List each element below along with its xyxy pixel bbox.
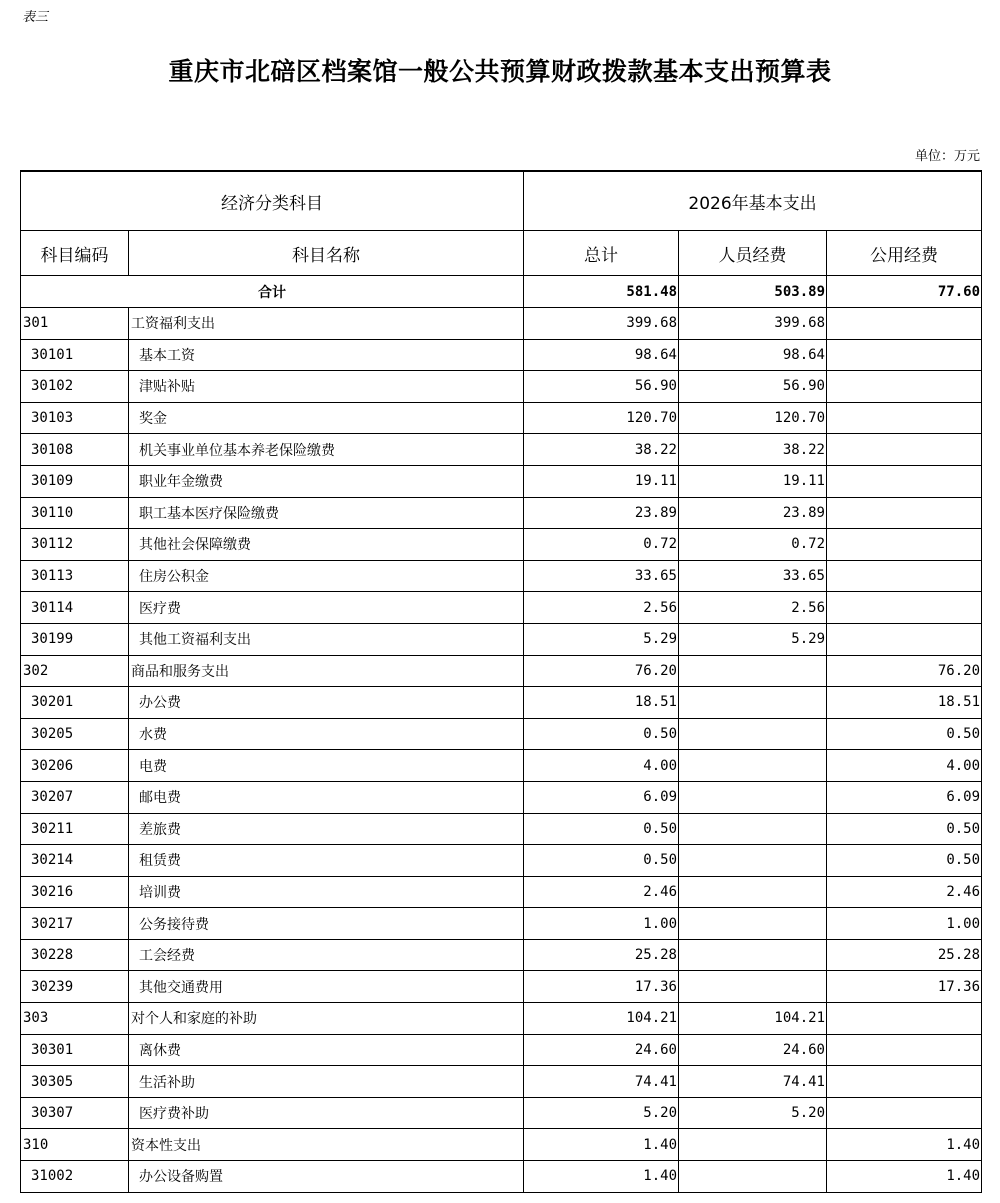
row-personnel (679, 1161, 827, 1193)
row-name: 津贴补贴 (129, 371, 524, 403)
row-total: 38.22 (524, 434, 679, 466)
row-total: 0.50 (524, 845, 679, 877)
row-code: 30110 (21, 497, 129, 529)
row-code: 301 (21, 308, 129, 340)
row-personnel: 56.90 (679, 371, 827, 403)
row-code: 30199 (21, 623, 129, 655)
budget-table (20, 170, 982, 1193)
row-total: 98.64 (524, 339, 679, 371)
row-code: 310 (21, 1129, 129, 1161)
table-row (21, 1066, 982, 1098)
row-name: 工会经费 (129, 939, 524, 971)
table-row (21, 876, 982, 908)
row-code: 30239 (21, 971, 129, 1003)
row-public (827, 339, 982, 371)
table-row (21, 1161, 982, 1193)
row-total: 5.29 (524, 623, 679, 655)
row-personnel: 120.70 (679, 402, 827, 434)
table-row (21, 655, 982, 687)
row-total: 56.90 (524, 371, 679, 403)
row-name: 培训费 (129, 876, 524, 908)
table-row (21, 750, 982, 782)
row-name: 对个人和家庭的补助 (129, 1003, 524, 1035)
row-public (827, 371, 982, 403)
row-total: 17.36 (524, 971, 679, 1003)
row-public: 17.36 (827, 971, 982, 1003)
row-total: 1.40 (524, 1161, 679, 1193)
table-row (21, 781, 982, 813)
table-row (21, 560, 982, 592)
table-row (21, 1129, 982, 1161)
row-total: 74.41 (524, 1066, 679, 1098)
row-total: 33.65 (524, 560, 679, 592)
total-public: 77.60 (827, 276, 982, 308)
row-name: 其他工资福利支出 (129, 623, 524, 655)
table-row (21, 718, 982, 750)
table-row (21, 939, 982, 971)
row-total: 18.51 (524, 687, 679, 719)
row-name: 生活补助 (129, 1066, 524, 1098)
row-personnel (679, 687, 827, 719)
row-public: 1.00 (827, 908, 982, 940)
header-year-expense: 2026年基本支出 (524, 171, 982, 231)
table-row (21, 592, 982, 624)
row-personnel (679, 876, 827, 908)
row-code: 30211 (21, 813, 129, 845)
row-personnel: 5.20 (679, 1097, 827, 1129)
row-public: 1.40 (827, 1129, 982, 1161)
table-row (21, 623, 982, 655)
total-total: 581.48 (524, 276, 679, 308)
row-personnel: 74.41 (679, 1066, 827, 1098)
row-public: 25.28 (827, 939, 982, 971)
row-public (827, 465, 982, 497)
budget-table-body (21, 171, 982, 1192)
row-name: 住房公积金 (129, 560, 524, 592)
row-total: 120.70 (524, 402, 679, 434)
row-name: 其他社会保障缴费 (129, 529, 524, 561)
row-total: 104.21 (524, 1003, 679, 1035)
row-code: 30207 (21, 781, 129, 813)
header-row-2 (21, 231, 982, 276)
row-code: 30102 (21, 371, 129, 403)
row-public: 76.20 (827, 655, 982, 687)
row-total: 19.11 (524, 465, 679, 497)
table-row (21, 402, 982, 434)
row-code: 30301 (21, 1034, 129, 1066)
table-row (21, 687, 982, 719)
table-row (21, 434, 982, 466)
row-code: 30101 (21, 339, 129, 371)
row-code: 30206 (21, 750, 129, 782)
row-public: 6.09 (827, 781, 982, 813)
header-code: 科目编码 (21, 231, 129, 276)
row-name: 邮电费 (129, 781, 524, 813)
row-code: 30109 (21, 465, 129, 497)
header-personnel: 人员经费 (679, 231, 827, 276)
row-total: 5.20 (524, 1097, 679, 1129)
row-personnel: 0.72 (679, 529, 827, 561)
row-name: 水费 (129, 718, 524, 750)
row-public (827, 1066, 982, 1098)
row-total: 1.40 (524, 1129, 679, 1161)
header-public: 公用经费 (827, 231, 982, 276)
row-code: 30103 (21, 402, 129, 434)
table-row (21, 465, 982, 497)
row-public: 0.50 (827, 813, 982, 845)
row-total: 2.46 (524, 876, 679, 908)
row-name: 商品和服务支出 (129, 655, 524, 687)
row-personnel: 24.60 (679, 1034, 827, 1066)
row-code: 30112 (21, 529, 129, 561)
row-public (827, 1003, 982, 1035)
row-personnel (679, 908, 827, 940)
row-name: 其他交通费用 (129, 971, 524, 1003)
table-row (21, 529, 982, 561)
row-public: 0.50 (827, 845, 982, 877)
row-name: 机关事业单位基本养老保险缴费 (129, 434, 524, 466)
row-personnel: 2.56 (679, 592, 827, 624)
row-code: 302 (21, 655, 129, 687)
row-code: 30113 (21, 560, 129, 592)
header-row-1 (21, 171, 982, 231)
row-name: 租赁费 (129, 845, 524, 877)
row-total: 0.50 (524, 813, 679, 845)
row-code: 30307 (21, 1097, 129, 1129)
row-code: 30108 (21, 434, 129, 466)
table-label: 表三 (22, 10, 49, 25)
row-name: 资本性支出 (129, 1129, 524, 1161)
row-total: 399.68 (524, 308, 679, 340)
page-title: 重庆市北碚区档案馆一般公共预算财政拨款基本支出预算表 (168, 57, 832, 86)
row-personnel (679, 781, 827, 813)
row-code: 30114 (21, 592, 129, 624)
row-total: 4.00 (524, 750, 679, 782)
table-row (21, 971, 982, 1003)
unit-label: 单位：万元 (914, 149, 980, 164)
row-public (827, 497, 982, 529)
row-code: 30214 (21, 845, 129, 877)
row-total: 76.20 (524, 655, 679, 687)
table-row (21, 371, 982, 403)
row-code: 30216 (21, 876, 129, 908)
row-public (827, 623, 982, 655)
total-label: 合计 (21, 276, 524, 308)
row-personnel (679, 813, 827, 845)
table-row (21, 497, 982, 529)
row-code: 30228 (21, 939, 129, 971)
row-name: 差旅费 (129, 813, 524, 845)
row-name: 办公费 (129, 687, 524, 719)
row-name: 职工基本医疗保险缴费 (129, 497, 524, 529)
row-public (827, 560, 982, 592)
header-total: 总计 (524, 231, 679, 276)
table-row (21, 813, 982, 845)
row-public: 4.00 (827, 750, 982, 782)
row-personnel: 33.65 (679, 560, 827, 592)
row-personnel (679, 718, 827, 750)
row-total: 0.50 (524, 718, 679, 750)
row-public: 2.46 (827, 876, 982, 908)
table-row (21, 308, 982, 340)
row-name: 医疗费补助 (129, 1097, 524, 1129)
row-public (827, 1034, 982, 1066)
row-public: 1.40 (827, 1161, 982, 1193)
row-code: 31002 (21, 1161, 129, 1193)
table-row (21, 1003, 982, 1035)
row-personnel: 23.89 (679, 497, 827, 529)
row-personnel (679, 655, 827, 687)
row-personnel (679, 939, 827, 971)
row-personnel: 98.64 (679, 339, 827, 371)
table-row (21, 845, 982, 877)
row-name: 办公设备购置 (129, 1161, 524, 1193)
row-total: 1.00 (524, 908, 679, 940)
header-name: 科目名称 (129, 231, 524, 276)
row-public (827, 434, 982, 466)
row-public: 18.51 (827, 687, 982, 719)
row-personnel: 399.68 (679, 308, 827, 340)
row-total: 24.60 (524, 1034, 679, 1066)
row-name: 工资福利支出 (129, 308, 524, 340)
table-row (21, 1097, 982, 1129)
row-personnel (679, 750, 827, 782)
row-code: 30217 (21, 908, 129, 940)
row-total: 6.09 (524, 781, 679, 813)
row-personnel: 38.22 (679, 434, 827, 466)
row-code: 303 (21, 1003, 129, 1035)
row-public (827, 592, 982, 624)
row-code: 30305 (21, 1066, 129, 1098)
table-row (21, 1034, 982, 1066)
row-code: 30205 (21, 718, 129, 750)
row-public: 0.50 (827, 718, 982, 750)
row-total: 2.56 (524, 592, 679, 624)
row-name: 职业年金缴费 (129, 465, 524, 497)
table-row (21, 908, 982, 940)
row-name: 医疗费 (129, 592, 524, 624)
row-name: 基本工资 (129, 339, 524, 371)
row-total: 25.28 (524, 939, 679, 971)
row-personnel (679, 1129, 827, 1161)
row-name: 奖金 (129, 402, 524, 434)
row-personnel (679, 845, 827, 877)
row-name: 电费 (129, 750, 524, 782)
row-name: 离休费 (129, 1034, 524, 1066)
row-public (827, 1097, 982, 1129)
row-personnel: 104.21 (679, 1003, 827, 1035)
row-public (827, 402, 982, 434)
row-total: 23.89 (524, 497, 679, 529)
row-public (827, 308, 982, 340)
total-row (21, 276, 982, 308)
header-economic-category: 经济分类科目 (21, 171, 524, 231)
row-total: 0.72 (524, 529, 679, 561)
table-row (21, 339, 982, 371)
row-personnel (679, 971, 827, 1003)
row-personnel: 5.29 (679, 623, 827, 655)
row-name: 公务接待费 (129, 908, 524, 940)
total-personnel: 503.89 (679, 276, 827, 308)
row-public (827, 529, 982, 561)
row-personnel: 19.11 (679, 465, 827, 497)
row-code: 30201 (21, 687, 129, 719)
